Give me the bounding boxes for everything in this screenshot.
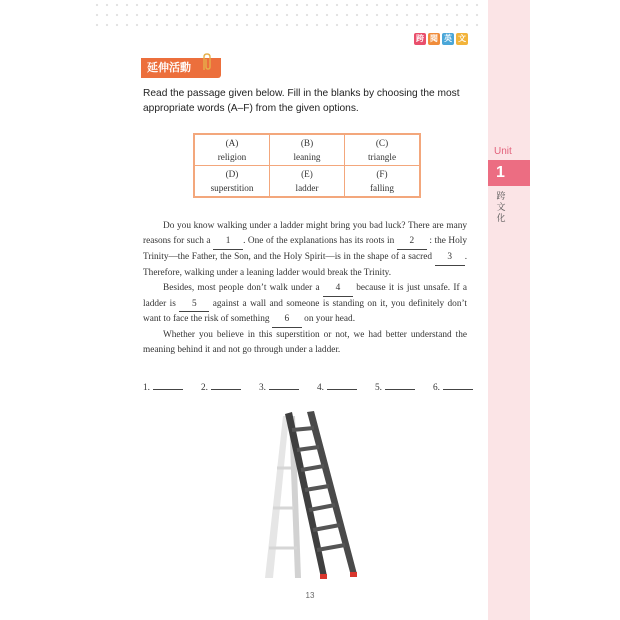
option-word: leaning [293, 152, 321, 162]
unit-title-char: 化 [496, 214, 506, 224]
dot-pattern-decoration [92, 0, 484, 30]
option-word: superstition [210, 183, 254, 193]
answer-slot[interactable] [259, 383, 299, 393]
passage-text: Besides, most people don’t walk under a [163, 282, 320, 293]
option-letter: (E) [301, 169, 313, 179]
answer-line [443, 389, 473, 390]
answer-number: 3. [259, 383, 266, 393]
unit-label: Unit [494, 146, 512, 157]
blank-4: 4 [323, 281, 353, 297]
answer-number: 2. [201, 383, 208, 393]
option-letter: (A) [225, 138, 239, 148]
blank-2: 2 [397, 234, 427, 250]
option-cell [270, 166, 345, 198]
option-word: triangle [367, 152, 397, 162]
option-word: religion [217, 152, 247, 162]
reading-passage [143, 219, 467, 358]
brand-logo [414, 33, 468, 45]
option-cell [345, 166, 421, 198]
passage-paragraph [143, 219, 467, 281]
passage-text: because it is just unsafe. If a ladder is [143, 282, 467, 309]
passage-text: against a wall and someone is standing on it, you definitely don’t want to face the risk of something [143, 298, 467, 325]
option-cell [345, 134, 421, 166]
ladder-front-rail [307, 411, 357, 576]
answer-lines [143, 383, 473, 393]
passage-text: on your head. [304, 314, 356, 325]
ladder-back-leg [265, 416, 289, 578]
unit-title [494, 192, 508, 225]
blank-6: 6 [272, 312, 302, 328]
option-letter: (C) [375, 138, 389, 148]
option-letter: (B) [300, 138, 314, 148]
ladder-illustration [255, 408, 367, 583]
answer-number: 5. [375, 383, 382, 393]
passage-text: Do you know walking under a ladder might bring you bad luck? There are many reasons for such a [143, 221, 467, 246]
answer-line [385, 389, 415, 390]
answer-line [211, 389, 241, 390]
passage-paragraph [143, 281, 467, 329]
passage-text: . Therefore, walking under a leaning ladder would break the Trinity. [143, 251, 468, 278]
ladder-rungs [292, 428, 345, 550]
unit-sidebar [488, 0, 530, 620]
unit-title-char: 跨 [496, 192, 506, 202]
answer-slot[interactable] [375, 383, 415, 393]
section-tag: 延伸活動 [141, 58, 221, 78]
passage-text: . One of the explanations has its roots in [243, 235, 395, 246]
option-word: falling [370, 183, 394, 193]
passage-text: : the Holy Trinity—the Father, the Son, and the Holy Spirit—is in the shape of a sacred [143, 235, 468, 262]
unit-number: 1 [488, 160, 530, 186]
unit-title-char: 文 [496, 203, 506, 213]
answer-slot[interactable] [143, 383, 183, 393]
answer-slot[interactable] [433, 383, 473, 393]
paperclip-icon [200, 52, 214, 72]
answer-line [269, 389, 299, 390]
answer-line [327, 389, 357, 390]
blank-1: 1 [213, 234, 243, 250]
ladder-foot [350, 572, 357, 577]
answer-number: 6. [433, 383, 440, 393]
instructions-text: Read the passage given below. Fill in the blanks by choosing the most appropriate words (A–F) from the given options. [143, 88, 460, 114]
passage-text: Whether you believe in this superstition or not, we had better understand the meaning behind it and not go through under a ladder. [143, 330, 467, 356]
option-cell [194, 166, 270, 198]
option-letter: (D) [225, 169, 239, 179]
answer-slot[interactable] [317, 383, 357, 393]
answer-number: 1. [143, 383, 150, 393]
ladder-foot [320, 574, 327, 579]
answer-slot[interactable] [201, 383, 241, 393]
passage-paragraph [143, 328, 467, 358]
option-letter: (F) [376, 169, 388, 179]
brand-char-4: 文 [458, 34, 466, 43]
answer-number: 4. [317, 383, 324, 393]
option-cell [194, 134, 270, 166]
page-number: 13 [305, 591, 315, 600]
answer-line [153, 389, 183, 390]
brand-char-1: 跨 [416, 34, 424, 43]
brand-char-2: 閱 [430, 34, 438, 43]
word-options-table [193, 133, 421, 198]
blank-5: 5 [179, 297, 209, 313]
brand-char-3: 英 [444, 34, 452, 43]
blank-3: 3 [435, 250, 465, 266]
option-word: ladder [295, 183, 319, 193]
option-cell [270, 134, 345, 166]
